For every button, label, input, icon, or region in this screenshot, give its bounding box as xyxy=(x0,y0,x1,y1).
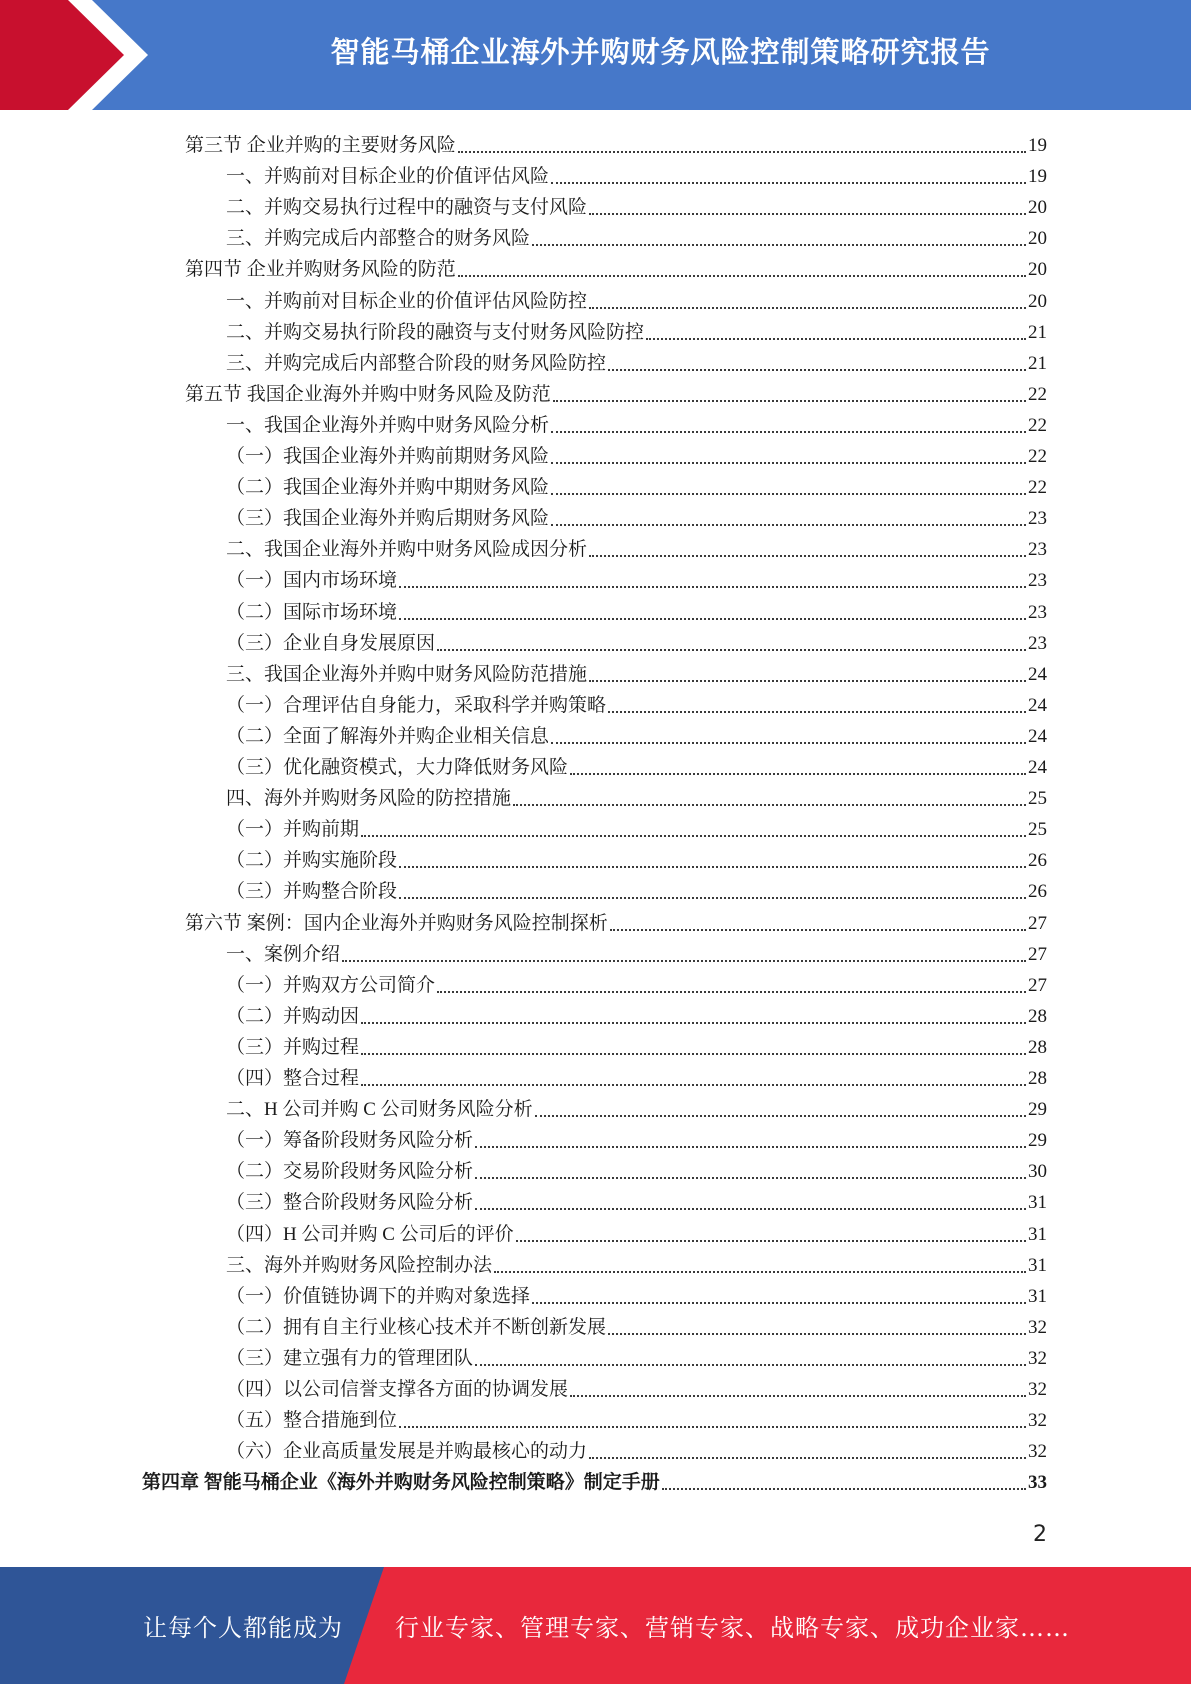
toc-entry[interactable] xyxy=(226,1029,1047,1060)
toc-dot-leader xyxy=(589,679,1026,682)
toc-entry-label: （二）拥有自主行业核心技术并不断创新发展 xyxy=(226,1316,607,1338)
toc-entry-page: 24 xyxy=(1028,663,1047,685)
toc-dot-leader xyxy=(570,1394,1026,1397)
toc-entry-page: 22 xyxy=(1028,446,1047,467)
toc-entry-page: 24 xyxy=(1028,757,1047,778)
toc-entry[interactable] xyxy=(185,127,1047,158)
toc-dot-leader xyxy=(399,1425,1026,1428)
toc-entry[interactable] xyxy=(226,438,1047,469)
toc-entry-label: 二、H 公司并购 C 公司财务风险分析 xyxy=(226,1099,533,1121)
toc-entry-label: （四）以公司信誉支撑各方面的协调发展 xyxy=(226,1379,569,1400)
toc-dot-leader xyxy=(551,430,1026,433)
toc-entry-label: 四、海外并购财务风险的防控措施 xyxy=(226,788,512,810)
toc-dot-leader xyxy=(494,1270,1026,1273)
toc-entry-page: 22 xyxy=(1028,383,1047,405)
toc-entry[interactable] xyxy=(226,1433,1047,1464)
toc-entry-page: 20 xyxy=(1028,259,1047,281)
footer-slogan-left: 让每个人都能成为 xyxy=(143,1614,343,1642)
toc-entry-label: 三、我国企业海外并购中财务风险防范措施 xyxy=(226,663,588,685)
toc-entry-label: （三）我国企业海外并购后期财务风险 xyxy=(226,508,550,530)
toc-dot-leader xyxy=(646,337,1026,340)
toc-entry-label: 第六节 案例：国内企业海外并购财务风险控制探析 xyxy=(185,912,608,934)
toc-entry-page: 31 xyxy=(1028,1285,1047,1307)
toc-dot-leader xyxy=(437,990,1026,993)
toc-entry[interactable] xyxy=(226,873,1047,904)
toc-entry-label: 三、并购完成后内部整合的财务风险 xyxy=(226,228,531,250)
toc-entry-label: 三、并购完成后内部整合阶段的财务风险防控 xyxy=(226,352,607,374)
toc-entry-page: 32 xyxy=(1028,1316,1047,1338)
toc-entry-page: 22 xyxy=(1028,477,1047,499)
toc-entry-label: 二、我国企业海外并购中财务风险成因分析 xyxy=(226,539,588,561)
toc-entry[interactable] xyxy=(226,967,1047,998)
toc-entry-page: 21 xyxy=(1028,352,1047,374)
toc-entry[interactable] xyxy=(226,718,1047,749)
toc-entry[interactable] xyxy=(226,1371,1047,1402)
toc-entry-page: 28 xyxy=(1028,1068,1047,1089)
toc-dot-leader xyxy=(475,1363,1026,1366)
toc-entry-label: （三）建立强有力的管理团队 xyxy=(226,1347,474,1369)
toc-dot-leader xyxy=(608,368,1026,371)
toc-entry-page: 22 xyxy=(1028,414,1047,436)
toc-dot-leader xyxy=(551,741,1026,744)
toc-entry-page: 29 xyxy=(1028,1130,1047,1152)
toc-entry-label: 二、并购交易执行阶段的融资与支付财务风险防控 xyxy=(226,321,645,343)
toc-entry[interactable] xyxy=(226,1060,1047,1091)
toc-dot-leader xyxy=(551,181,1026,184)
toc-entry[interactable] xyxy=(226,531,1047,562)
toc-entry[interactable] xyxy=(226,500,1047,531)
toc-entry[interactable] xyxy=(226,1091,1047,1122)
toc-entry-page: 23 xyxy=(1028,508,1047,530)
toc-entry[interactable] xyxy=(226,469,1047,500)
toc-dot-leader xyxy=(399,865,1026,868)
toc-entry-label: 第三节 企业并购的主要财务风险 xyxy=(185,135,456,156)
toc-entry-label: （六）企业高质量发展是并购最核心的动力 xyxy=(226,1441,588,1463)
toc-entry[interactable] xyxy=(226,1184,1047,1215)
toc-entry-label: （五）整合措施到位 xyxy=(226,1410,398,1432)
toc-entry-label: （二）并购动因 xyxy=(226,1005,360,1027)
toc-entry[interactable] xyxy=(226,749,1047,780)
toc-dot-leader xyxy=(535,1114,1026,1117)
toc-dot-leader xyxy=(551,492,1026,495)
toc-entry-page: 27 xyxy=(1028,912,1047,934)
header-band xyxy=(0,0,1191,110)
toc-entry-page: 31 xyxy=(1028,1223,1047,1245)
toc-dot-leader xyxy=(551,523,1026,526)
header-arrow-icon xyxy=(0,0,160,110)
toc-entry-label: （一）价值链协调下的并购对象选择 xyxy=(226,1285,531,1307)
toc-entry[interactable] xyxy=(226,314,1047,345)
toc-entry[interactable] xyxy=(226,283,1047,314)
toc-entry-label: （一）并购前期 xyxy=(226,819,360,841)
toc-dot-leader xyxy=(475,1207,1026,1210)
toc-entry-page: 21 xyxy=(1028,321,1047,343)
toc-entry-page: 32 xyxy=(1028,1441,1047,1463)
toc-entry-page: 28 xyxy=(1028,1005,1047,1027)
toc-entry-page: 28 xyxy=(1028,1036,1047,1058)
toc-entry[interactable] xyxy=(226,158,1047,189)
toc-entry-page: 25 xyxy=(1028,819,1047,841)
toc-entry[interactable] xyxy=(226,345,1047,376)
toc-entry[interactable] xyxy=(226,1153,1047,1184)
toc-entry-page: 30 xyxy=(1028,1161,1047,1183)
toc-entry-page: 29 xyxy=(1028,1099,1047,1121)
toc-entry[interactable] xyxy=(226,656,1047,687)
toc-dot-leader xyxy=(608,710,1026,713)
toc-entry-label: （三）优化融资模式，大力降低财务风险 xyxy=(226,757,569,778)
toc-entry[interactable] xyxy=(226,998,1047,1029)
toc-entry[interactable] xyxy=(226,1122,1047,1153)
toc-entry-page: 23 xyxy=(1028,601,1047,623)
toc-entry-label: 一、并购前对目标企业的价值评估风险防控 xyxy=(226,290,588,312)
toc-entry[interactable] xyxy=(185,905,1047,936)
toc-entry-label: （一）国内市场环境 xyxy=(226,570,398,592)
page-number: 2 xyxy=(1033,1522,1047,1547)
toc-entry-page: 23 xyxy=(1028,539,1047,561)
toc-entry-page: 19 xyxy=(1028,135,1047,156)
toc-entry-page: 33 xyxy=(1028,1472,1047,1494)
toc-entry-label: 第四章 智能马桶企业《海外并购财务风险控制策略》制定手册 xyxy=(142,1472,660,1494)
toc-entry[interactable] xyxy=(226,1340,1047,1371)
toc-entry-label: （三）并购整合阶段 xyxy=(226,881,398,903)
toc-dot-leader xyxy=(342,959,1026,962)
toc-entry-label: （四）H 公司并购 C 公司后的评价 xyxy=(226,1223,514,1245)
toc-dot-leader xyxy=(361,834,1026,837)
toc-entry-label: （一）筹备阶段财务风险分析 xyxy=(226,1130,474,1152)
toc-entry[interactable] xyxy=(226,1402,1047,1433)
toc-dot-leader xyxy=(437,648,1026,651)
toc-dot-leader xyxy=(608,1332,1026,1335)
toc-dot-leader xyxy=(458,150,1026,153)
toc-entry[interactable] xyxy=(226,594,1047,625)
toc-entry-label: 二、并购交易执行过程中的融资与支付风险 xyxy=(226,197,588,219)
toc-entry-page: 20 xyxy=(1028,228,1047,250)
toc-entry-page: 19 xyxy=(1028,166,1047,188)
toc-entry-page: 25 xyxy=(1028,788,1047,810)
toc-entry-label: （二）交易阶段财务风险分析 xyxy=(226,1161,474,1183)
toc-entry[interactable] xyxy=(226,811,1047,842)
toc-entry-page: 26 xyxy=(1028,881,1047,903)
toc-dot-leader xyxy=(553,399,1026,402)
toc-entry-page: 32 xyxy=(1028,1347,1047,1369)
toc-entry[interactable] xyxy=(226,936,1047,967)
footer-slogan-right: 行业专家、管理专家、营销专家、战略专家、成功企业家…… xyxy=(395,1614,1070,1642)
toc-entry[interactable] xyxy=(226,1278,1047,1309)
toc-entry[interactable] xyxy=(226,220,1047,251)
toc-entry[interactable] xyxy=(185,376,1047,407)
toc-dot-leader xyxy=(570,772,1026,775)
toc-entry[interactable] xyxy=(226,625,1047,656)
toc-entry-page: 27 xyxy=(1028,943,1047,965)
toc-entry-label: 第五节 我国企业海外并购中财务风险及防范 xyxy=(185,383,551,405)
toc-dot-leader xyxy=(399,617,1026,620)
toc-entry-page: 31 xyxy=(1028,1192,1047,1214)
toc-entry[interactable] xyxy=(185,251,1047,282)
toc-dot-leader xyxy=(475,1176,1026,1179)
toc-entry-label: （一）并购双方公司简介 xyxy=(226,974,436,996)
toc-entry[interactable] xyxy=(226,1247,1047,1278)
toc-entry-page: 24 xyxy=(1028,694,1047,716)
toc-dot-leader xyxy=(361,1021,1026,1024)
toc-dot-leader xyxy=(589,212,1026,215)
toc-entry[interactable] xyxy=(226,562,1047,593)
toc-entry-page: 32 xyxy=(1028,1379,1047,1400)
toc-entry-label: （一）我国企业海外并购前期财务风险 xyxy=(226,446,550,467)
toc-dot-leader xyxy=(532,1301,1026,1304)
toc-entry-label: （二）并购实施阶段 xyxy=(226,850,398,872)
toc-entry-label: （二）国际市场环境 xyxy=(226,601,398,623)
toc-entry[interactable] xyxy=(142,1464,1047,1495)
toc-entry[interactable] xyxy=(226,1309,1047,1340)
toc-entry-label: 一、并购前对目标企业的价值评估风险 xyxy=(226,166,550,188)
toc-entry-label: 三、海外并购财务风险控制办法 xyxy=(226,1254,493,1276)
toc-entry-label: （四）整合过程 xyxy=(226,1068,360,1089)
toc-entry-label: （三）并购过程 xyxy=(226,1036,360,1058)
toc-dot-leader xyxy=(475,1145,1026,1148)
footer-band xyxy=(0,1567,1191,1684)
toc-entry-label: 一、案例介绍 xyxy=(226,943,341,965)
toc-entry[interactable] xyxy=(226,780,1047,811)
toc-entry[interactable] xyxy=(226,189,1047,220)
toc-entry-page: 26 xyxy=(1028,850,1047,872)
toc-entry-label: 一、我国企业海外并购中财务风险分析 xyxy=(226,414,550,436)
toc-entry-label: （二）我国企业海外并购中期财务风险 xyxy=(226,477,550,499)
toc-entry[interactable] xyxy=(226,407,1047,438)
toc-dot-leader xyxy=(513,803,1026,806)
toc-dot-leader xyxy=(662,1487,1026,1490)
toc-dot-leader xyxy=(361,1052,1026,1055)
toc-entry[interactable] xyxy=(226,1216,1047,1247)
toc-entry-page: 20 xyxy=(1028,290,1047,312)
toc-dot-leader xyxy=(399,585,1026,588)
toc-entry-label: （一）合理评估自身能力，采取科学并购策略 xyxy=(226,694,607,716)
toc-dot-leader xyxy=(361,1083,1026,1086)
toc-dot-leader xyxy=(610,928,1026,931)
toc-dot-leader xyxy=(589,306,1026,309)
toc-entry-label: （三）整合阶段财务风险分析 xyxy=(226,1192,474,1214)
toc-entry-page: 20 xyxy=(1028,197,1047,219)
toc-entry-label: （三）企业自身发展原因 xyxy=(226,632,436,654)
toc-entry[interactable] xyxy=(226,687,1047,718)
toc-entry-page: 24 xyxy=(1028,725,1047,747)
document-title: 智能马桶企业海外并购财务风险控制策略研究报告 xyxy=(330,34,991,69)
toc-entry-label: 第四节 企业并购财务风险的防范 xyxy=(185,259,456,281)
toc-dot-leader xyxy=(532,243,1026,246)
toc-entry-page: 32 xyxy=(1028,1410,1047,1432)
toc-dot-leader xyxy=(516,1239,1026,1242)
toc-dot-leader xyxy=(589,1456,1026,1459)
toc-dot-leader xyxy=(399,896,1026,899)
toc-dot-leader xyxy=(458,274,1026,277)
toc-entry-page: 23 xyxy=(1028,632,1047,654)
toc-entry-label: （二）全面了解海外并购企业相关信息 xyxy=(226,725,550,747)
toc-entry[interactable] xyxy=(226,842,1047,873)
toc-entry-page: 31 xyxy=(1028,1254,1047,1276)
toc-dot-leader xyxy=(551,461,1026,464)
toc-entry-page: 23 xyxy=(1028,570,1047,592)
toc-dot-leader xyxy=(589,554,1026,557)
toc-entry-page: 27 xyxy=(1028,974,1047,996)
